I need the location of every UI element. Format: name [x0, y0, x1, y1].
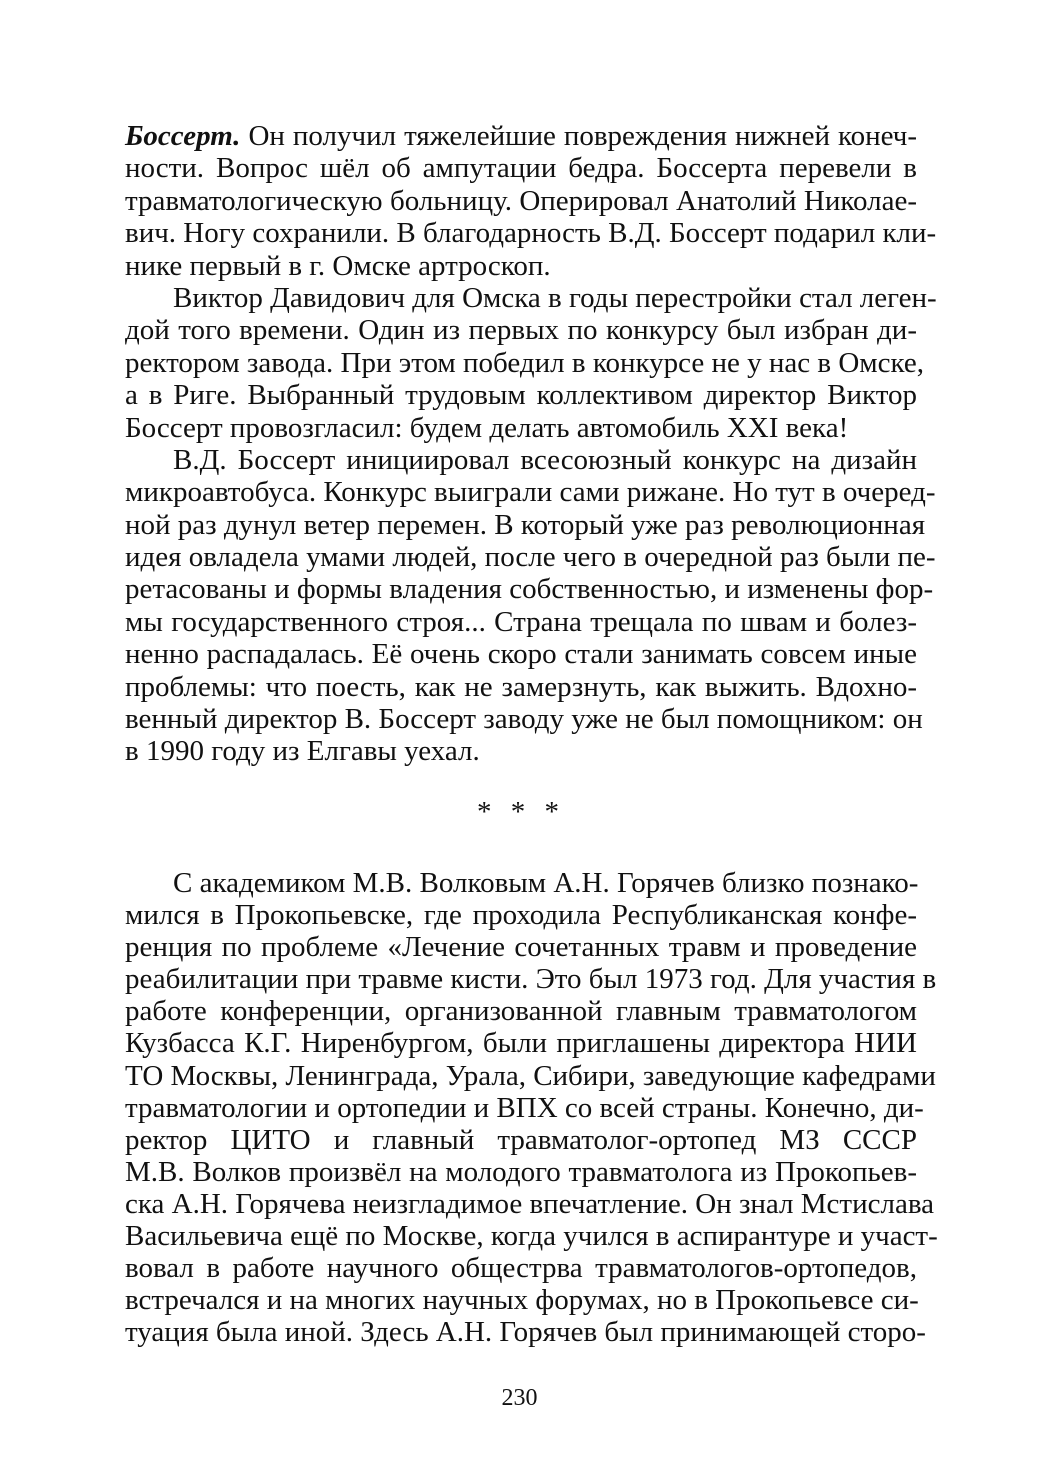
- text-block-bottom: [125, 867, 938, 1349]
- text-line: дой того времени. Один из первых по конкурсу был избран ди-: [125, 314, 917, 347]
- text-line: в 1990 году из Елгавы уехал.: [125, 735, 480, 768]
- text-line: венный директор В. Боссерт заводу уже не был помощником: он: [125, 703, 923, 736]
- text-line: вовал в работе научного общестрва травматологов-ортопедов,: [125, 1252, 917, 1285]
- text-line: ректор ЦИТО и главный травматолог-ортопед МЗ СССР: [125, 1123, 917, 1156]
- text-line: ности. Вопрос шёл об ампутации бедра. Боссерта перевели в: [125, 152, 917, 185]
- text-block-top: [125, 120, 937, 768]
- text-line: туация была иной. Здесь А.Н. Горячев был принимающей сторо-: [125, 1316, 926, 1349]
- page-number: 230: [501, 1385, 538, 1411]
- text-line: ренция по проблеме «Лечение сочетанных травм и проведение: [125, 931, 917, 964]
- text-line: С академиком М.В. Волковым А.Н. Горячев близко познако-: [173, 867, 919, 899]
- text-line: Он получил тяжелейшие повреждения нижней конеч-: [240, 120, 917, 152]
- lead-bold-name: Боссерт.: [125, 120, 241, 152]
- text-line: нике первый в г. Омске артроскоп.: [125, 249, 551, 282]
- text-line: идея овладела умами людей, после чего в очередной раз были пе-: [125, 541, 936, 574]
- text-line: реабилитации при травме кисти. Это был 1973 год. Для участия в: [125, 963, 937, 996]
- text-line: травматологии и ортопедии и ВПХ со всей страны. Конечно, ди-: [125, 1091, 924, 1124]
- text-line: мы государственного строя... Страна трещала по швам и болез-: [125, 605, 917, 638]
- text-line: ректором завода. При этом победил в конкурсе не у нас в Омске,: [125, 346, 925, 379]
- text-line: ненно распадалась. Её очень скоро стали занимать совсем иные: [125, 638, 917, 671]
- text-line: ска А.Н. Горячева неизгладимое впечатление. Он знал Мстислава: [125, 1187, 935, 1220]
- text-line: Боссерт провозгласил: будем делать автомобиль XXI века!: [125, 411, 849, 444]
- text-line: мился в Прокопьевске, где проходила Республиканская конфе-: [125, 899, 917, 932]
- text-line: микроавтобуса. Конкурс выиграли сами рижане. Но тут в очеред-: [125, 476, 936, 509]
- text-line: Кузбасса К.Г. Ниренбургом, были приглашены директора НИИ: [125, 1027, 917, 1060]
- text-line: проблемы: что поесть, как не замерзнуть, как выжить. Вдохно-: [125, 670, 917, 703]
- text-line: Виктор Давидович для Омска в годы перестройки стал леген-: [173, 281, 937, 314]
- text-line: ретасованы и формы владения собственностью, и изменены фор-: [125, 573, 934, 606]
- text-line: травматологическую больницу. Оперировал Анатолий Николае-: [125, 184, 917, 217]
- text-line: вич. Ногу сохранили. В благодарность В.Д. Боссерт подарил кли-: [125, 217, 937, 250]
- text-line: а в Риге. Выбранный трудовым коллективом директор Виктор: [125, 379, 917, 412]
- text-line: Васильевича ещё по Москве, когда учился в аспирантуре и участ-: [125, 1220, 938, 1253]
- section-separator: * * *: [477, 796, 565, 828]
- text-line: М.В. Волков произвёл на молодого травматолога из Прокопьев-: [125, 1155, 917, 1188]
- text-line: ТО Москвы, Ленинграда, Урала, Сибири, заведующие кафедрами: [125, 1059, 936, 1092]
- paragraph-1-line-1: [125, 120, 917, 152]
- text-line: ной раз дунул ветер перемен. В который уже раз революционная: [125, 508, 926, 541]
- text-line: работе конференции, организованной главным травматологом: [125, 995, 917, 1028]
- text-line: В.Д. Боссерт инициировал всесоюзный конкурс на дизайн: [173, 443, 917, 476]
- text-line: встречался и на многих научных форумах, но в Прокопьевсе си-: [125, 1284, 919, 1317]
